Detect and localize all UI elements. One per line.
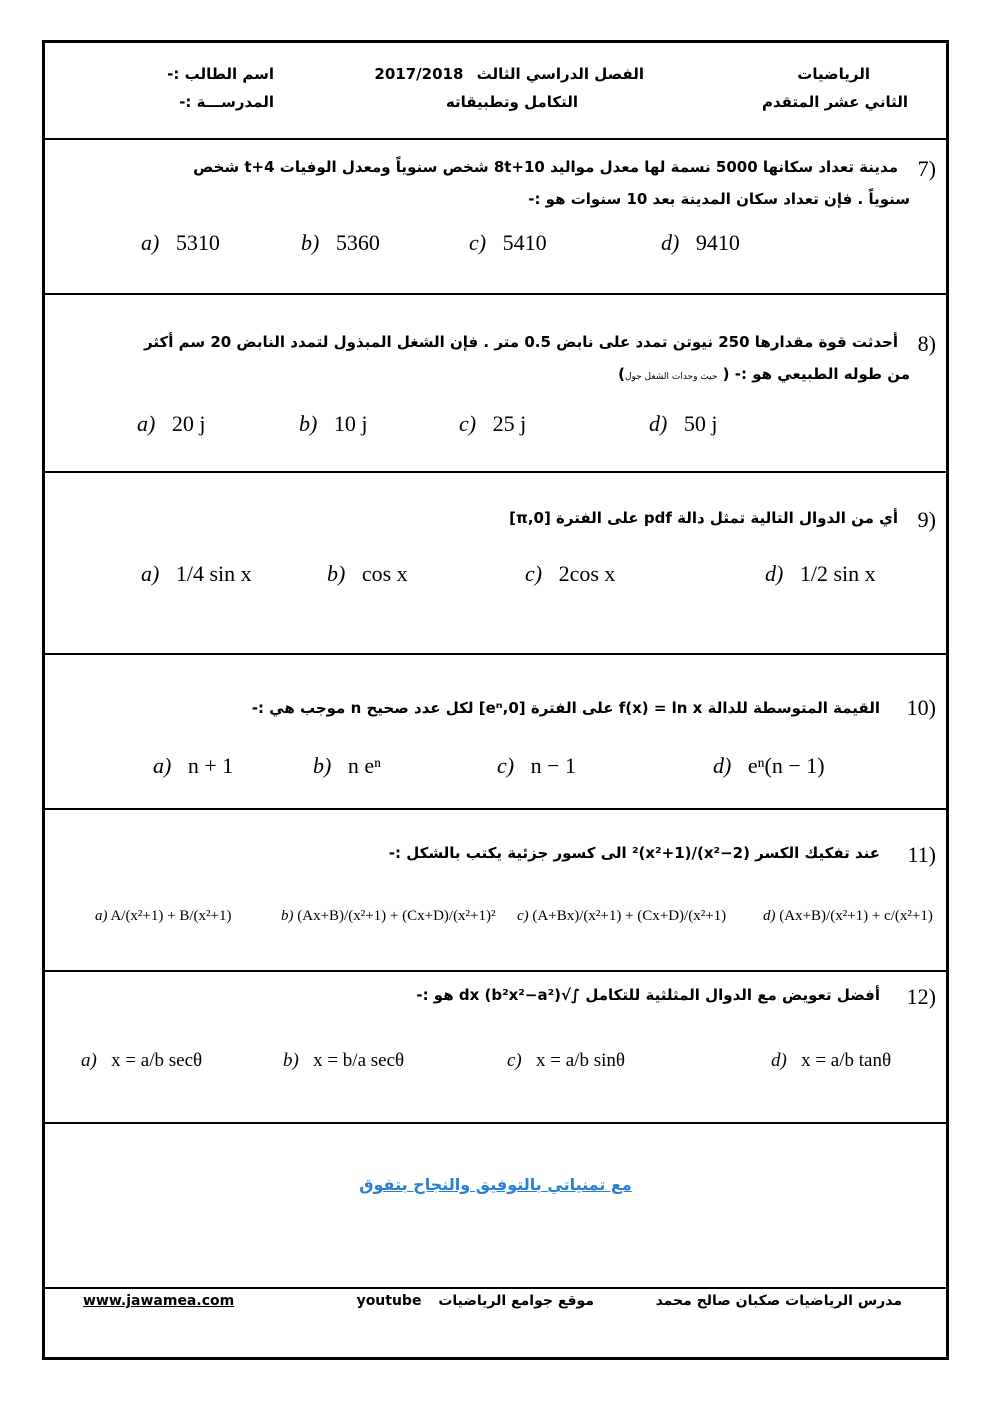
option-label: b)	[301, 230, 320, 255]
question-text-line2: سنوياً . فإن تعداد سكان المدينة بعد 10 سنوات هو :-	[528, 190, 910, 208]
student-name-label: اسم الطالب :-	[167, 65, 274, 83]
question-number: 7)	[917, 156, 936, 181]
option-label: a)	[137, 411, 156, 436]
option-label: c)	[507, 1050, 522, 1071]
option-c[interactable]	[497, 753, 576, 779]
option-label: a)	[141, 561, 160, 586]
option-value: (A+Bx)/(x²+1) + (Cx+D)/(x²+1)	[532, 908, 727, 924]
question-number: 9)	[917, 507, 936, 532]
footer-youtube: youtube	[356, 1293, 422, 1309]
option-label: c)	[497, 753, 515, 778]
option-d[interactable]	[661, 230, 740, 256]
option-label: c)	[469, 230, 487, 255]
option-value: 50 j	[683, 411, 718, 436]
question-text-line2-main: من طوله الطبيعي هو :- (	[722, 365, 910, 383]
option-value: n + 1	[187, 753, 234, 778]
question-text-line2-end: )	[618, 365, 625, 383]
option-c[interactable]	[507, 1050, 625, 1072]
option-a[interactable]	[153, 753, 233, 779]
option-label: a)	[95, 908, 108, 924]
header-term-text: الفصل الدراسي الثالث	[476, 65, 644, 83]
option-label: d)	[713, 753, 732, 778]
option-label: d)	[765, 561, 784, 586]
question-number: 8)	[917, 331, 936, 356]
question-note: حيث وحدات الشغل جول	[624, 372, 718, 382]
option-label: b)	[281, 908, 294, 924]
option-label: d)	[661, 230, 680, 255]
question-text-line2	[618, 365, 910, 383]
option-value: eⁿ(n − 1)	[747, 753, 825, 778]
option-value: 20 j	[171, 411, 206, 436]
option-label: c)	[525, 561, 543, 586]
option-d[interactable]	[713, 753, 825, 779]
option-value: x = a/b secθ	[111, 1050, 203, 1071]
option-value: 25 j	[492, 411, 527, 436]
question-text-line1: القيمة المتوسطة للدالة f(x) = ln x على الفترة [0,eⁿ] لكل عدد صحيح n موجب هي :-	[251, 699, 880, 717]
option-value: 5310	[175, 230, 220, 255]
option-value: 1/4 sin x	[175, 561, 252, 586]
option-value: (Ax+B)/(x²+1) + c/(x²+1)	[779, 908, 933, 924]
option-d[interactable]	[763, 908, 933, 925]
option-a[interactable]	[81, 1050, 202, 1072]
option-value: x = a/b tanθ	[801, 1050, 892, 1071]
option-c[interactable]	[525, 561, 615, 587]
option-value: cos x	[361, 561, 408, 586]
option-value: 5410	[502, 230, 547, 255]
header-unit: التكامل وتطبيقاته	[445, 93, 578, 111]
header-subject: الرياضيات	[797, 65, 870, 83]
option-value: x = a/b sinθ	[536, 1050, 625, 1071]
question-text-line1: أحدثت قوة مقدارها 250 نيوتن تمدد على نابض 0.5 متر . فإن الشغل المبذول لتمدد النابض 20 سم أكثر	[144, 333, 898, 351]
option-b[interactable]	[283, 1050, 404, 1072]
question-9	[45, 471, 946, 653]
question-text-line1: أفضل تعويض مع الدوال المثلثية للتكامل ∫√(b²x²−a²) dx هو :-	[416, 986, 880, 1004]
question-11	[45, 808, 946, 970]
question-8	[45, 293, 946, 471]
closing-wish[interactable]: مع تمنياتي بالتوفيق والنجاح بتفوق	[359, 1175, 632, 1194]
option-label: a)	[153, 753, 172, 778]
option-value: 5360	[335, 230, 380, 255]
option-b[interactable]	[327, 561, 408, 587]
footer-site	[357, 1293, 594, 1309]
option-value: 2cos x	[558, 561, 616, 586]
option-d[interactable]	[765, 561, 876, 587]
option-a[interactable]	[141, 561, 252, 587]
option-value: 1/2 sin x	[799, 561, 876, 586]
header-year: 2017/2018	[374, 65, 464, 83]
divider	[45, 1122, 946, 1124]
option-label: b)	[327, 561, 346, 586]
footer-teacher: مدرس الرياضيات صكبان صالح محمد	[655, 1293, 902, 1309]
option-value: (Ax+B)/(x²+1) + (Cx+D)/(x²+1)²	[297, 908, 496, 924]
option-c[interactable]	[469, 230, 547, 256]
option-c[interactable]	[459, 411, 526, 437]
question-12	[45, 970, 946, 1122]
question-number: 12)	[906, 984, 936, 1009]
option-b[interactable]	[313, 753, 381, 779]
option-c[interactable]	[517, 908, 726, 925]
option-value: n eⁿ	[347, 753, 382, 778]
option-a[interactable]	[141, 230, 220, 256]
option-label: a)	[81, 1050, 97, 1071]
option-label: a)	[141, 230, 160, 255]
question-number: 10)	[906, 695, 936, 720]
option-d[interactable]	[771, 1050, 891, 1072]
footer-url[interactable]: www.jawamea.com	[83, 1293, 235, 1309]
option-b[interactable]	[281, 908, 496, 925]
option-value: 9410	[695, 230, 740, 255]
header-grade: الثاني عشر المتقدم	[761, 93, 908, 111]
option-label: c)	[517, 908, 529, 924]
closing-wish-container	[45, 1175, 946, 1194]
option-value: 10 j	[333, 411, 368, 436]
option-value: x = b/a secθ	[313, 1050, 405, 1071]
option-label: d)	[771, 1050, 787, 1071]
option-b[interactable]	[301, 230, 380, 256]
option-label: d)	[649, 411, 668, 436]
school-label: المدرســـة :-	[179, 93, 274, 111]
exam-page	[42, 40, 949, 1360]
divider	[45, 1287, 946, 1289]
option-label: c)	[459, 411, 477, 436]
question-number: 11)	[907, 842, 936, 867]
question-7	[45, 138, 946, 293]
footer-site-text: موقع جوامع الرياضيات	[438, 1293, 594, 1309]
option-a[interactable]	[137, 411, 205, 437]
question-text-line1: أي من الدوال التالية تمثل دالة pdf على الفترة [0,π]	[509, 509, 898, 527]
option-label: b)	[299, 411, 318, 436]
option-a[interactable]	[95, 908, 231, 925]
option-label: d)	[763, 908, 776, 924]
option-d[interactable]	[649, 411, 717, 437]
option-label: b)	[313, 753, 332, 778]
question-text-line1: مدينة تعداد سكانها 5000 نسمة لها معدل مواليد 10+8t شخص سنوياً ومعدل الوفيات 4+t شخص	[193, 158, 898, 176]
option-value: n − 1	[530, 753, 577, 778]
option-value: A/(x²+1) + B/(x²+1)	[110, 908, 232, 924]
option-b[interactable]	[299, 411, 367, 437]
option-label: b)	[283, 1050, 299, 1071]
question-10	[45, 653, 946, 808]
question-text-line1: عند تفكيك الكسر (x²−2)/(x²+1)² الى كسور جزئية يكتب بالشكل :-	[388, 844, 880, 862]
header-term	[374, 65, 644, 83]
